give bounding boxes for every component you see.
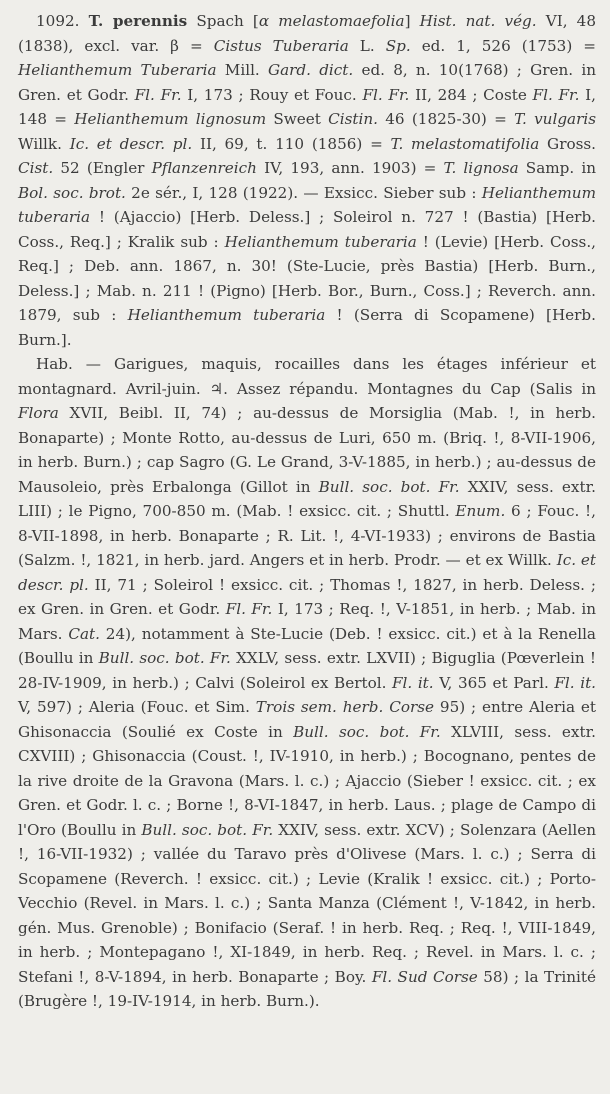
- italic-citation: T. melastomatifolia: [390, 134, 540, 153]
- text-run: 24), notamment à Ste-Lucie (Deb. ! exsicc. cit.) et à la Renella (Boullu in: [18, 624, 596, 667]
- species-entry: [18, 9, 596, 1014]
- italic-citation: Fl. it.: [392, 673, 434, 692]
- text-run: L.: [348, 36, 386, 55]
- text-run: VI, 48 (1838), excl. var. β =: [18, 12, 597, 55]
- text-run: 6 ; Fouc. !, 8-VII-1898, in herb. Bonaparte ; R. Lit. !, 4-VI-1933) ; environs de Bastia (Salzm. !, 1821, in herb. jard. Angers et in herb. Prodr. — et ex Willk.: [18, 502, 596, 569]
- entry-number: 1092.: [36, 12, 80, 30]
- italic-citation: Gard. dict.: [267, 61, 354, 79]
- text-run: ]: [404, 12, 420, 30]
- italic-citation: Flora: [18, 404, 59, 422]
- italic-citation: Trois sem. herb. Corse: [255, 698, 435, 716]
- synonymy-paragraph: [18, 9, 596, 352]
- text-run: ! (Ajaccio) [Herb. Deless.] ; Soleirol n. 727 ! (Bastia) [Herb. Coss., Req.] ; Kralik sub :: [18, 208, 596, 251]
- text-run: II, 69, t. 110 (1856) =: [192, 134, 391, 153]
- synonymy-text: [18, 12, 596, 349]
- text-run: II, 71 ; Soleirol ! exsicc. cit. ; Thomas !, 1827, in herb. Deless. ; ex Gren. in Gren. et Godr.: [18, 575, 596, 618]
- text-run: ! (Levie) [Herb. Coss., Req.] ; Deb. ann. 1867, n. 30! (Ste-Lucie, près Bastia) [Herb. Burn., Deless.] ; Mab. n. 211 ! (Pigno) [Herb. Bor., Burn., Coss.] ; Reverch. ann. 1879, sub :: [18, 232, 596, 324]
- italic-citation: Helianthemum tuberaria: [127, 306, 326, 324]
- italic-citation: Cistus Tuberaria: [213, 36, 349, 55]
- italic-citation: Fl. Sud Corse: [371, 967, 478, 986]
- text-run: XLVIII, sess. extr. CXVIII) ; Ghisonaccia (Coust. !, IV-1910, in herb.) ; Bocognano, pentes de la rive droite de la Gravona (Mars. l. c.) ; Ajaccio (Sieber ! exsicc. cit. ; ex Gren. et Godr. l. c. ; Borne !, 8-VI-1847, in herb. Laus. ; plage de Campo di l'Oro (Boullu in: [18, 722, 596, 839]
- text-run: Mill.: [216, 61, 268, 79]
- italic-citation: Enum.: [455, 502, 506, 520]
- text-run: Samp. in: [518, 159, 596, 177]
- text-run: 46 (1825-30) =: [378, 110, 515, 128]
- habitat-text: [18, 355, 596, 1010]
- italic-citation: T. lignosa: [443, 159, 519, 177]
- text-run: Sweet: [266, 110, 329, 128]
- italic-citation: Hist. nat. vég.: [419, 12, 537, 30]
- italic-citation: Ic. et descr. pl.: [69, 134, 193, 153]
- text-run: XVII, Beibl. II, 74) ; au-dessus de Morsiglia (Mab. !, in herb. Bonaparte) ; Monte Rotto, au-dessus de Luri, 650 m. (Briq. !, 8-VII-1906, in herb. Burn.) ; cap Sagro (G. Le Grand, 3-V-1885, in herb.) ; au-dessus de Mausoleio, près Erbalonga (Gillot in: [18, 404, 596, 496]
- italic-citation: Bull. soc. bot. Fr.: [293, 722, 441, 741]
- text-run: ed. 1, 526 (1753) =: [410, 36, 596, 55]
- text-run: Hab. — Garigues, maquis, rocailles dans les étages inférieur et montagnard. Avril-juin. ♃. Assez répandu. Montagnes du Cap (Salis in: [18, 355, 596, 398]
- text-run: 52 (Engler: [53, 159, 152, 177]
- italic-citation: Helianthemum Tuberaria: [18, 61, 217, 79]
- text-run: Spach [: [187, 12, 259, 30]
- italic-citation: Cistin.: [328, 110, 378, 128]
- italic-citation: Helianthemum tuberaria: [224, 232, 417, 251]
- text-run: Willk.: [18, 134, 70, 153]
- italic-citation: Fl. Fr.: [134, 85, 182, 104]
- italic-citation: Bull. soc. bot. Fr.: [318, 477, 460, 496]
- text-run: 95) ; entre Aleria et Ghisonaccia (Soulié ex Coste in: [18, 698, 596, 741]
- italic-citation: Bull. soc. bot. Fr.: [141, 820, 274, 839]
- italic-citation: Pflanzenreich: [151, 159, 257, 177]
- italic-citation: Cat.: [68, 624, 100, 643]
- italic-citation: Sp.: [385, 36, 411, 55]
- italic-citation: T. vulgaris: [514, 110, 597, 128]
- text-run: XXIV, sess. extr. LIII) ; le Pigno, 700-850 m. (Mab. ! exsicc. cit. ; Shuttl.: [18, 477, 596, 520]
- text-run: XXLV, sess. extr. LXVII) ; Biguglia (Pœverlein ! 28-IV-1909, in herb.) ; Calvi (Soleirol ex Bertol.: [18, 649, 596, 692]
- italic-citation: Bol. soc. brot.: [18, 183, 126, 202]
- species-name: T. perennis: [88, 12, 188, 30]
- text-run: 58) ; la Trinité (Brugère !, 19-IV-1914, in herb. Burn.).: [18, 967, 596, 1010]
- italic-citation: Helianthemum tuberaria: [18, 183, 596, 226]
- italic-citation: Fl. Fr.: [532, 85, 580, 104]
- italic-citation: Fl. Fr.: [362, 85, 410, 104]
- habitat-paragraph: [18, 352, 596, 1014]
- text-run: XXIV, sess. extr. XCV) ; Solenzara (Aellen !, 16-VII-1932) ; vallée du Taravo près d'Olivese (Mars. l. c.) ; Serra di Scopamene (Reverch. ! exsicc. cit.) ; Levie (Kralik ! exsicc. cit.) ; Porto-Vecchio (Revel. in Mars. l. c.) ; Santa Manza (Clément !, V-1842, in herb. gén. Mus. Grenoble) ; Bonifacio (Seraf. ! in herb. Req. ; Req. !, VIII-1849, in herb. ; Montepagano !, XI-1849, in herb. Req. ; Revel. in Mars. l. c. ; Stefani !, 8-V-1894, in herb. Bonaparte ; Boy.: [18, 820, 596, 986]
- text-run: I, 173 ; Req. !, V-1851, in herb. ; Mab. in Mars.: [18, 600, 596, 643]
- text-run: V, 597) ; Aleria (Fouc. et Sim.: [18, 698, 256, 716]
- italic-citation: α melastomaefolia: [258, 12, 405, 30]
- text-run: V, 365 et Parl.: [433, 673, 555, 692]
- italic-citation: Helianthemum lignosum: [74, 110, 267, 128]
- text-run: ed. 8, n. 10(1768) ; Gren. in Gren. et Godr.: [18, 61, 597, 104]
- italic-citation: Fl. Fr.: [225, 600, 273, 618]
- text-run: IV, 193, ann. 1903) =: [256, 159, 444, 177]
- text-run: ! (Serra di Scopamene) [Herb. Burn.].: [18, 306, 596, 349]
- text-run: Gross.: [539, 134, 597, 153]
- text-run: II, 284 ; Coste: [409, 85, 533, 104]
- text-run: I, 148 =: [18, 85, 596, 128]
- text-run: 2e sér., I, 128 (1922). — Exsicc. Sieber sub :: [125, 183, 482, 202]
- text-run: I, 173 ; Rouy et Fouc.: [181, 85, 363, 104]
- italic-citation: Cist.: [18, 159, 54, 177]
- italic-citation: Bull. soc. bot. Fr.: [98, 649, 231, 667]
- italic-citation: Fl. it.: [554, 673, 597, 692]
- italic-citation: Ic. et descr. pl.: [18, 551, 596, 594]
